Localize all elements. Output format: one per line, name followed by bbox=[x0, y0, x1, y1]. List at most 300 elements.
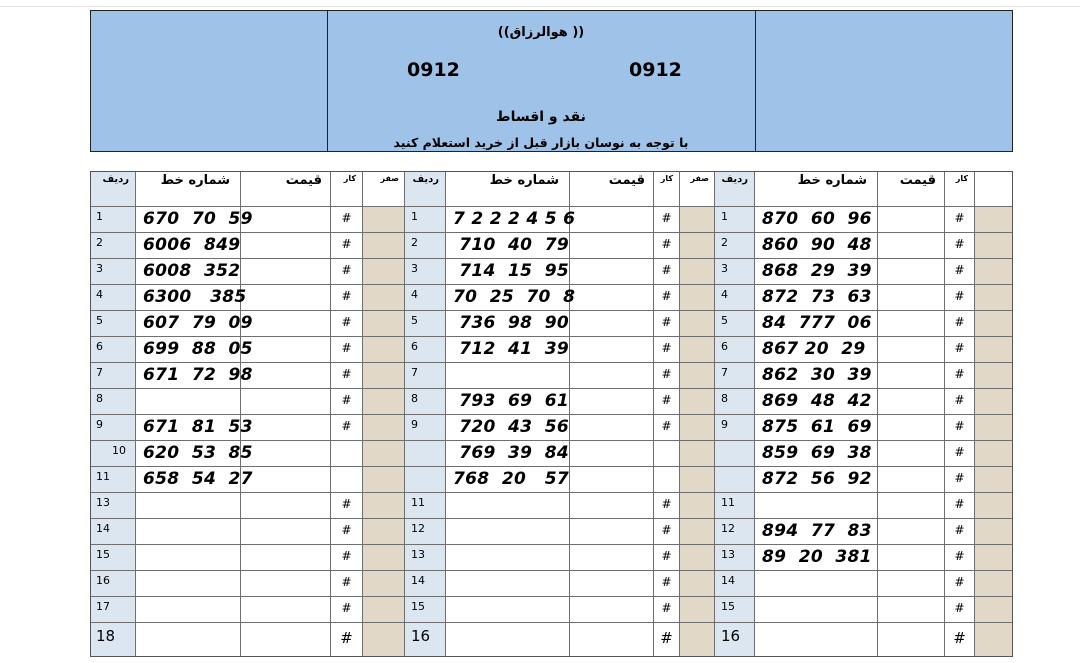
kar-cell bbox=[945, 519, 975, 545]
hash-mark: # bbox=[661, 497, 672, 511]
phone-number-cell bbox=[755, 571, 878, 597]
header-subtitle: نقد و اقساط bbox=[496, 109, 586, 125]
hash-mark: # bbox=[661, 237, 672, 251]
row-number-cell bbox=[715, 597, 755, 623]
row-number-cell bbox=[715, 415, 755, 441]
header-kar bbox=[654, 171, 680, 207]
sefr-cell bbox=[363, 571, 405, 597]
kar-cell bbox=[331, 467, 363, 493]
price-cell bbox=[570, 571, 654, 597]
sefr-cell bbox=[680, 493, 715, 519]
hash-mark: # bbox=[341, 315, 352, 329]
hash-mark: # bbox=[954, 549, 965, 563]
phone-number: 670 70 59 bbox=[143, 209, 253, 229]
price-cell bbox=[241, 415, 331, 441]
hash-mark: # bbox=[954, 263, 965, 277]
row-number-cell bbox=[405, 441, 446, 467]
price-cell bbox=[878, 493, 945, 519]
hash-mark: # bbox=[341, 601, 352, 615]
row-number-cell bbox=[715, 467, 755, 493]
row-number-cell bbox=[405, 623, 446, 657]
hash-mark: # bbox=[661, 367, 672, 381]
header-radif-label: ردیف bbox=[412, 174, 439, 185]
sefr-cell bbox=[680, 415, 715, 441]
price-cell bbox=[570, 337, 654, 363]
row-number-cell bbox=[90, 415, 136, 441]
price-cell bbox=[570, 311, 654, 337]
hash-mark: # bbox=[954, 393, 965, 407]
row-number: 7 bbox=[721, 366, 728, 379]
hash-mark: # bbox=[661, 601, 672, 615]
hash-mark: # bbox=[661, 211, 672, 225]
phone-number-table bbox=[90, 171, 1013, 657]
sefr-cell bbox=[680, 207, 715, 233]
price-cell bbox=[241, 467, 331, 493]
phone-number: 872 56 92 bbox=[762, 469, 872, 489]
price-cell bbox=[878, 259, 945, 285]
hash-mark: # bbox=[954, 315, 965, 329]
phone-number-cell bbox=[755, 441, 878, 467]
phone-number-cell bbox=[755, 337, 878, 363]
row-number-cell bbox=[715, 493, 755, 519]
price-cell bbox=[878, 623, 945, 657]
sefr-cell bbox=[363, 233, 405, 259]
price-cell bbox=[241, 597, 331, 623]
sefr-cell bbox=[975, 363, 1013, 389]
price-cell bbox=[570, 363, 654, 389]
sefr-cell bbox=[975, 545, 1013, 571]
phone-number-cell bbox=[446, 441, 570, 467]
header-kar-label: کار bbox=[660, 174, 673, 183]
price-cell bbox=[241, 363, 331, 389]
row-number: 7 bbox=[411, 366, 418, 379]
row-number-cell bbox=[90, 571, 136, 597]
phone-number: 620 53 85 bbox=[143, 443, 253, 463]
row-number: 1 bbox=[721, 210, 728, 223]
price-cell bbox=[241, 285, 331, 311]
row-number: 2 bbox=[96, 236, 103, 249]
price-cell bbox=[570, 441, 654, 467]
sefr-cell bbox=[680, 311, 715, 337]
phone-number-cell bbox=[136, 545, 241, 571]
header-price bbox=[570, 171, 654, 207]
kar-cell bbox=[945, 337, 975, 363]
phone-number-cell bbox=[136, 207, 253, 233]
phone-number: 859 69 38 bbox=[762, 443, 872, 463]
header-sefr bbox=[680, 171, 715, 207]
price-cell bbox=[570, 233, 654, 259]
row-number-cell bbox=[90, 493, 136, 519]
row-number: 4 bbox=[96, 288, 103, 301]
phone-number-cell bbox=[136, 415, 253, 441]
price-cell bbox=[878, 233, 945, 259]
row-number-cell bbox=[405, 493, 446, 519]
header-note: با توجه به نوسان بازار قبل از خرید استعلام کنید bbox=[393, 135, 689, 150]
header-prefix-right: 0912 bbox=[629, 59, 682, 81]
row-number-cell bbox=[715, 337, 755, 363]
phone-number: 7 2 2 2 4 5 6 bbox=[453, 209, 576, 229]
hash-mark: # bbox=[954, 237, 965, 251]
price-cell bbox=[570, 259, 654, 285]
top-divider bbox=[0, 6, 1080, 7]
phone-number-cell bbox=[755, 415, 878, 441]
phone-number-cell bbox=[446, 545, 570, 571]
kar-cell bbox=[654, 519, 680, 545]
price-cell bbox=[878, 337, 945, 363]
header-divider-right bbox=[755, 11, 756, 151]
phone-number: 872 73 63 bbox=[762, 287, 872, 307]
row-number-cell bbox=[405, 519, 446, 545]
row-number: 5 bbox=[96, 314, 103, 327]
row-number: 6 bbox=[96, 340, 103, 353]
row-number: 11 bbox=[96, 470, 110, 483]
header-price bbox=[241, 171, 331, 207]
price-cell bbox=[570, 519, 654, 545]
phone-number: 769 39 84 bbox=[453, 443, 569, 463]
phone-number-cell bbox=[755, 363, 878, 389]
phone-number-cell bbox=[136, 233, 241, 259]
row-number: 15 bbox=[721, 600, 735, 613]
kar-cell bbox=[331, 259, 363, 285]
price-cell bbox=[878, 311, 945, 337]
header-kar-label: کار bbox=[343, 174, 356, 183]
price-cell bbox=[570, 285, 654, 311]
kar-cell bbox=[654, 285, 680, 311]
kar-cell bbox=[331, 493, 363, 519]
row-number-cell bbox=[405, 571, 446, 597]
hash-mark: # bbox=[661, 523, 672, 537]
kar-cell bbox=[331, 233, 363, 259]
phone-number: 736 98 90 bbox=[453, 313, 569, 333]
header-sefr-label: صفر bbox=[690, 174, 709, 183]
phone-number-cell bbox=[446, 337, 570, 363]
row-number-cell bbox=[715, 519, 755, 545]
kar-cell bbox=[331, 415, 363, 441]
kar-cell bbox=[945, 415, 975, 441]
sefr-cell bbox=[363, 337, 405, 363]
row-number-cell bbox=[90, 285, 136, 311]
row-number-cell bbox=[715, 363, 755, 389]
row-number-cell bbox=[405, 597, 446, 623]
kar-cell bbox=[654, 441, 680, 467]
phone-number-cell bbox=[755, 233, 878, 259]
kar-cell bbox=[654, 207, 680, 233]
row-number-cell bbox=[715, 233, 755, 259]
row-number-cell bbox=[90, 623, 136, 657]
sefr-cell bbox=[680, 623, 715, 657]
phone-number: 870 60 96 bbox=[762, 209, 872, 229]
price-cell bbox=[570, 623, 654, 657]
phone-number-cell bbox=[446, 259, 570, 285]
price-cell bbox=[570, 545, 654, 571]
price-cell bbox=[878, 571, 945, 597]
kar-cell bbox=[331, 311, 363, 337]
hash-mark: # bbox=[661, 263, 672, 277]
row-number-cell bbox=[90, 389, 136, 415]
phone-number-cell bbox=[446, 207, 576, 233]
sefr-cell bbox=[363, 441, 405, 467]
row-number: 6 bbox=[721, 340, 728, 353]
phone-number-cell bbox=[446, 467, 570, 493]
row-number-cell bbox=[90, 363, 136, 389]
sefr-cell bbox=[363, 467, 405, 493]
sefr-cell bbox=[975, 207, 1013, 233]
row-number: 4 bbox=[721, 288, 728, 301]
price-cell bbox=[241, 311, 331, 337]
price-cell bbox=[241, 389, 331, 415]
sefr-cell bbox=[363, 207, 405, 233]
row-number-cell bbox=[90, 441, 136, 467]
kar-cell bbox=[331, 545, 363, 571]
header-prefix-left: 0912 bbox=[407, 59, 460, 81]
sefr-cell bbox=[363, 363, 405, 389]
header-kar bbox=[331, 171, 363, 207]
sefr-cell bbox=[975, 441, 1013, 467]
kar-cell bbox=[331, 389, 363, 415]
phone-number: 720 43 56 bbox=[453, 417, 569, 437]
price-cell bbox=[878, 519, 945, 545]
hash-mark: # bbox=[954, 601, 965, 615]
hash-mark: # bbox=[661, 341, 672, 355]
row-number: 2 bbox=[411, 236, 418, 249]
phone-number-cell bbox=[446, 389, 570, 415]
row-number: 6 bbox=[411, 340, 418, 353]
phone-number-cell bbox=[446, 311, 570, 337]
row-number-cell bbox=[405, 545, 446, 571]
kar-cell bbox=[331, 207, 363, 233]
kar-cell bbox=[945, 207, 975, 233]
hash-mark: # bbox=[340, 629, 353, 647]
price-cell bbox=[878, 441, 945, 467]
phone-number-cell bbox=[755, 623, 878, 657]
kar-cell bbox=[654, 545, 680, 571]
row-number-cell bbox=[715, 441, 755, 467]
sefr-cell bbox=[975, 233, 1013, 259]
row-number: 14 bbox=[411, 574, 425, 587]
phone-number-cell bbox=[446, 623, 570, 657]
price-cell bbox=[241, 493, 331, 519]
price-cell bbox=[241, 233, 331, 259]
row-number-cell bbox=[405, 311, 446, 337]
row-number: 5 bbox=[721, 314, 728, 327]
sefr-cell bbox=[975, 259, 1013, 285]
row-number-cell bbox=[405, 363, 446, 389]
header-price bbox=[878, 171, 945, 207]
sefr-cell bbox=[975, 285, 1013, 311]
hash-mark: # bbox=[341, 341, 352, 355]
phone-number-cell bbox=[136, 493, 241, 519]
row-number: 3 bbox=[721, 262, 728, 275]
kar-cell bbox=[945, 545, 975, 571]
phone-number: 84 777 06 bbox=[762, 313, 872, 333]
row-number-cell bbox=[405, 415, 446, 441]
row-number-cell bbox=[405, 467, 446, 493]
kar-cell bbox=[654, 233, 680, 259]
phone-number-cell bbox=[755, 597, 878, 623]
sefr-cell bbox=[680, 467, 715, 493]
sefr-cell bbox=[363, 415, 405, 441]
row-number: 13 bbox=[411, 548, 425, 561]
sefr-cell bbox=[363, 493, 405, 519]
row-number-cell bbox=[405, 259, 446, 285]
row-number: 14 bbox=[721, 574, 735, 587]
header-sefr bbox=[975, 171, 1013, 207]
header-title: ((هوالرزاق )) bbox=[497, 25, 585, 40]
hash-mark: # bbox=[954, 575, 965, 589]
kar-cell bbox=[945, 389, 975, 415]
hash-mark: # bbox=[341, 367, 352, 381]
phone-number-cell bbox=[136, 623, 241, 657]
kar-cell bbox=[331, 571, 363, 597]
kar-cell bbox=[331, 519, 363, 545]
kar-cell bbox=[654, 389, 680, 415]
row-number-cell bbox=[90, 311, 136, 337]
header-phone bbox=[755, 171, 878, 207]
hash-mark: # bbox=[954, 211, 965, 225]
phone-number: 875 61 69 bbox=[762, 417, 872, 437]
header-radif bbox=[90, 171, 136, 207]
kar-cell bbox=[654, 623, 680, 657]
hash-mark: # bbox=[660, 629, 673, 647]
phone-number-cell bbox=[136, 363, 253, 389]
kar-cell bbox=[945, 467, 975, 493]
row-number: 14 bbox=[96, 522, 110, 535]
row-number-cell bbox=[715, 311, 755, 337]
header-phone bbox=[446, 171, 570, 207]
header-price-label: قیمت bbox=[899, 173, 936, 188]
kar-cell bbox=[945, 623, 975, 657]
row-number: 8 bbox=[721, 392, 728, 405]
price-cell bbox=[570, 493, 654, 519]
price-cell bbox=[878, 389, 945, 415]
row-number: 9 bbox=[721, 418, 728, 431]
kar-cell bbox=[654, 467, 680, 493]
hash-mark: # bbox=[341, 497, 352, 511]
row-number-cell bbox=[405, 389, 446, 415]
hash-mark: # bbox=[953, 629, 966, 647]
phone-number: 6006 849 bbox=[143, 235, 241, 255]
sefr-cell bbox=[363, 545, 405, 571]
phone-number-cell bbox=[755, 259, 878, 285]
price-list-header bbox=[90, 10, 1013, 152]
price-cell bbox=[878, 545, 945, 571]
row-number: 8 bbox=[411, 392, 418, 405]
hash-mark: # bbox=[954, 341, 965, 355]
kar-cell bbox=[945, 259, 975, 285]
kar-cell bbox=[331, 363, 363, 389]
row-number-cell bbox=[405, 337, 446, 363]
price-cell bbox=[570, 467, 654, 493]
phone-number-cell bbox=[446, 493, 570, 519]
price-cell bbox=[878, 467, 945, 493]
hash-mark: # bbox=[661, 393, 672, 407]
phone-number-cell bbox=[755, 519, 878, 545]
header-radif bbox=[405, 171, 446, 207]
kar-cell bbox=[331, 285, 363, 311]
header-radif-label: ردیف bbox=[102, 174, 129, 185]
row-number: 5 bbox=[411, 314, 418, 327]
phone-number: 671 72 98 bbox=[143, 365, 253, 385]
kar-cell bbox=[654, 363, 680, 389]
price-cell bbox=[241, 207, 331, 233]
phone-number: 607 79 09 bbox=[143, 313, 253, 333]
sefr-cell bbox=[680, 519, 715, 545]
price-cell bbox=[878, 415, 945, 441]
hash-mark: # bbox=[341, 549, 352, 563]
kar-cell bbox=[654, 311, 680, 337]
row-number-cell bbox=[90, 545, 136, 571]
row-number-cell bbox=[90, 337, 136, 363]
hash-mark: # bbox=[661, 575, 672, 589]
price-cell bbox=[241, 441, 331, 467]
sefr-cell bbox=[975, 597, 1013, 623]
kar-cell bbox=[654, 597, 680, 623]
sefr-cell bbox=[680, 259, 715, 285]
phone-number-cell bbox=[446, 571, 570, 597]
row-number: 11 bbox=[411, 496, 425, 509]
kar-cell bbox=[654, 259, 680, 285]
sefr-cell bbox=[975, 337, 1013, 363]
price-cell bbox=[878, 597, 945, 623]
sefr-cell bbox=[363, 285, 405, 311]
phone-number: 714 15 95 bbox=[453, 261, 569, 281]
phone-number: 860 90 48 bbox=[762, 235, 872, 255]
phone-number: 671 81 53 bbox=[143, 417, 253, 437]
hash-mark: # bbox=[661, 549, 672, 563]
hash-mark: # bbox=[954, 471, 965, 485]
phone-number-cell bbox=[755, 311, 878, 337]
row-number: 16 bbox=[96, 574, 110, 587]
row-number-cell bbox=[715, 207, 755, 233]
phone-number-cell bbox=[136, 285, 247, 311]
header-sefr bbox=[363, 171, 405, 207]
kar-cell bbox=[654, 337, 680, 363]
sefr-cell bbox=[680, 337, 715, 363]
row-number: 7 bbox=[96, 366, 103, 379]
sefr-cell bbox=[975, 415, 1013, 441]
row-number: 15 bbox=[96, 548, 110, 561]
phone-number: 868 29 39 bbox=[762, 261, 872, 281]
row-number: 3 bbox=[96, 262, 103, 275]
hash-mark: # bbox=[954, 289, 965, 303]
price-cell bbox=[878, 363, 945, 389]
kar-cell bbox=[945, 597, 975, 623]
row-number: 16 bbox=[721, 627, 741, 645]
row-number: 17 bbox=[96, 600, 110, 613]
phone-number-cell bbox=[755, 467, 878, 493]
header-kar-label: کار bbox=[955, 174, 968, 183]
phone-number-cell bbox=[446, 415, 570, 441]
row-number: 2 bbox=[721, 236, 728, 249]
row-number-cell bbox=[90, 233, 136, 259]
price-cell bbox=[241, 337, 331, 363]
hash-mark: # bbox=[341, 523, 352, 537]
phone-number-cell bbox=[136, 337, 253, 363]
hash-mark: # bbox=[341, 237, 352, 251]
row-number: 13 bbox=[96, 496, 110, 509]
price-cell bbox=[878, 207, 945, 233]
header-radif-label: ردیف bbox=[721, 174, 748, 185]
row-number: 8 bbox=[96, 392, 103, 405]
phone-number: 867 20 29 bbox=[762, 339, 866, 359]
phone-number-cell bbox=[136, 311, 253, 337]
hash-mark: # bbox=[341, 419, 352, 433]
sefr-cell bbox=[680, 545, 715, 571]
sefr-cell bbox=[363, 311, 405, 337]
phone-number: 869 48 42 bbox=[762, 391, 872, 411]
phone-number-cell bbox=[136, 259, 241, 285]
phone-number-cell bbox=[136, 519, 241, 545]
